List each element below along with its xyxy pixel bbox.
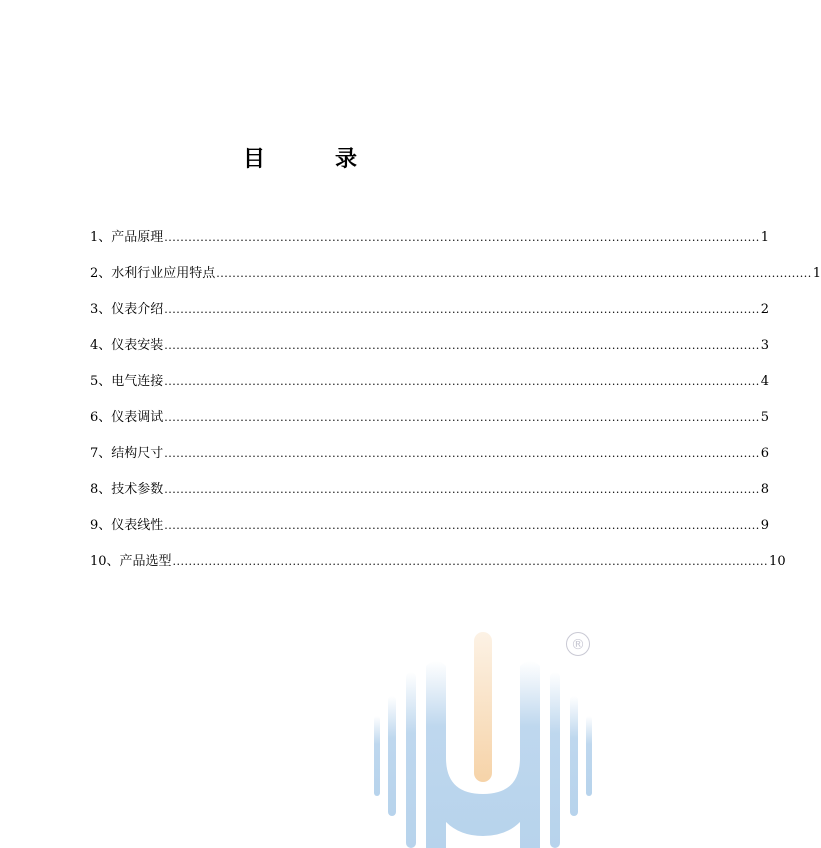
toc-item[interactable]: [90, 442, 770, 462]
page-title: 目 录: [242, 146, 381, 172]
toc-item-page: 6: [760, 446, 770, 461]
toc-item-label: 3、仪表介绍: [90, 302, 164, 317]
toc-item[interactable]: [90, 514, 770, 534]
toc-item-label: 5、电气连接: [90, 374, 164, 389]
toc-leader-dots: .....................................................................................................................................................: [164, 231, 760, 244]
toc-leader-dots: .....................................................................................................................................................: [164, 339, 760, 352]
toc-item[interactable]: [90, 550, 786, 570]
toc-item-label: 7、结构尺寸: [90, 446, 164, 461]
toc-item[interactable]: [90, 226, 770, 246]
toc-item-page: 8: [760, 482, 770, 497]
toc-item[interactable]: [90, 370, 770, 390]
toc-item-page: 4: [760, 374, 770, 389]
toc-item[interactable]: [90, 406, 770, 426]
toc-item-label: 10、产品选型: [90, 554, 172, 569]
toc-item-label: 6、仪表调试: [90, 410, 164, 425]
toc-item-page: 9: [760, 518, 770, 533]
toc-leader-dots: .....................................................................................................................................................: [172, 555, 769, 568]
toc-item[interactable]: [90, 478, 770, 498]
toc-leader-dots: .....................................................................................................................................................: [216, 267, 812, 280]
toc-leader-dots: .....................................................................................................................................................: [164, 411, 760, 424]
toc-item[interactable]: [90, 298, 770, 318]
toc-item-label: 8、技术参数: [90, 482, 164, 497]
toc-item-label: 9、仪表线性: [90, 518, 164, 533]
toc-item-label: 2、水利行业应用特点: [90, 266, 216, 281]
toc-leader-dots: .....................................................................................................................................................: [164, 303, 760, 316]
company-logo-watermark-icon: [366, 626, 600, 848]
toc-leader-dots: .....................................................................................................................................................: [164, 375, 760, 388]
toc-item-page: 1: [760, 230, 770, 245]
toc-leader-dots: .....................................................................................................................................................: [164, 447, 760, 460]
toc-item-page: 3: [760, 338, 770, 353]
registered-trademark-icon: ®: [566, 632, 590, 656]
toc-item-page: 2: [760, 302, 770, 317]
toc-item-page: 1: [812, 266, 821, 281]
toc-item-page: 5: [760, 410, 770, 425]
toc-item[interactable]: [90, 334, 770, 354]
toc-item-page: 10: [769, 554, 786, 569]
toc-item[interactable]: [90, 262, 821, 282]
toc-leader-dots: .....................................................................................................................................................: [164, 483, 760, 496]
toc-item-label: 4、仪表安装: [90, 338, 164, 353]
toc-item-label: 1、产品原理: [90, 230, 164, 245]
toc-leader-dots: .....................................................................................................................................................: [164, 519, 760, 532]
